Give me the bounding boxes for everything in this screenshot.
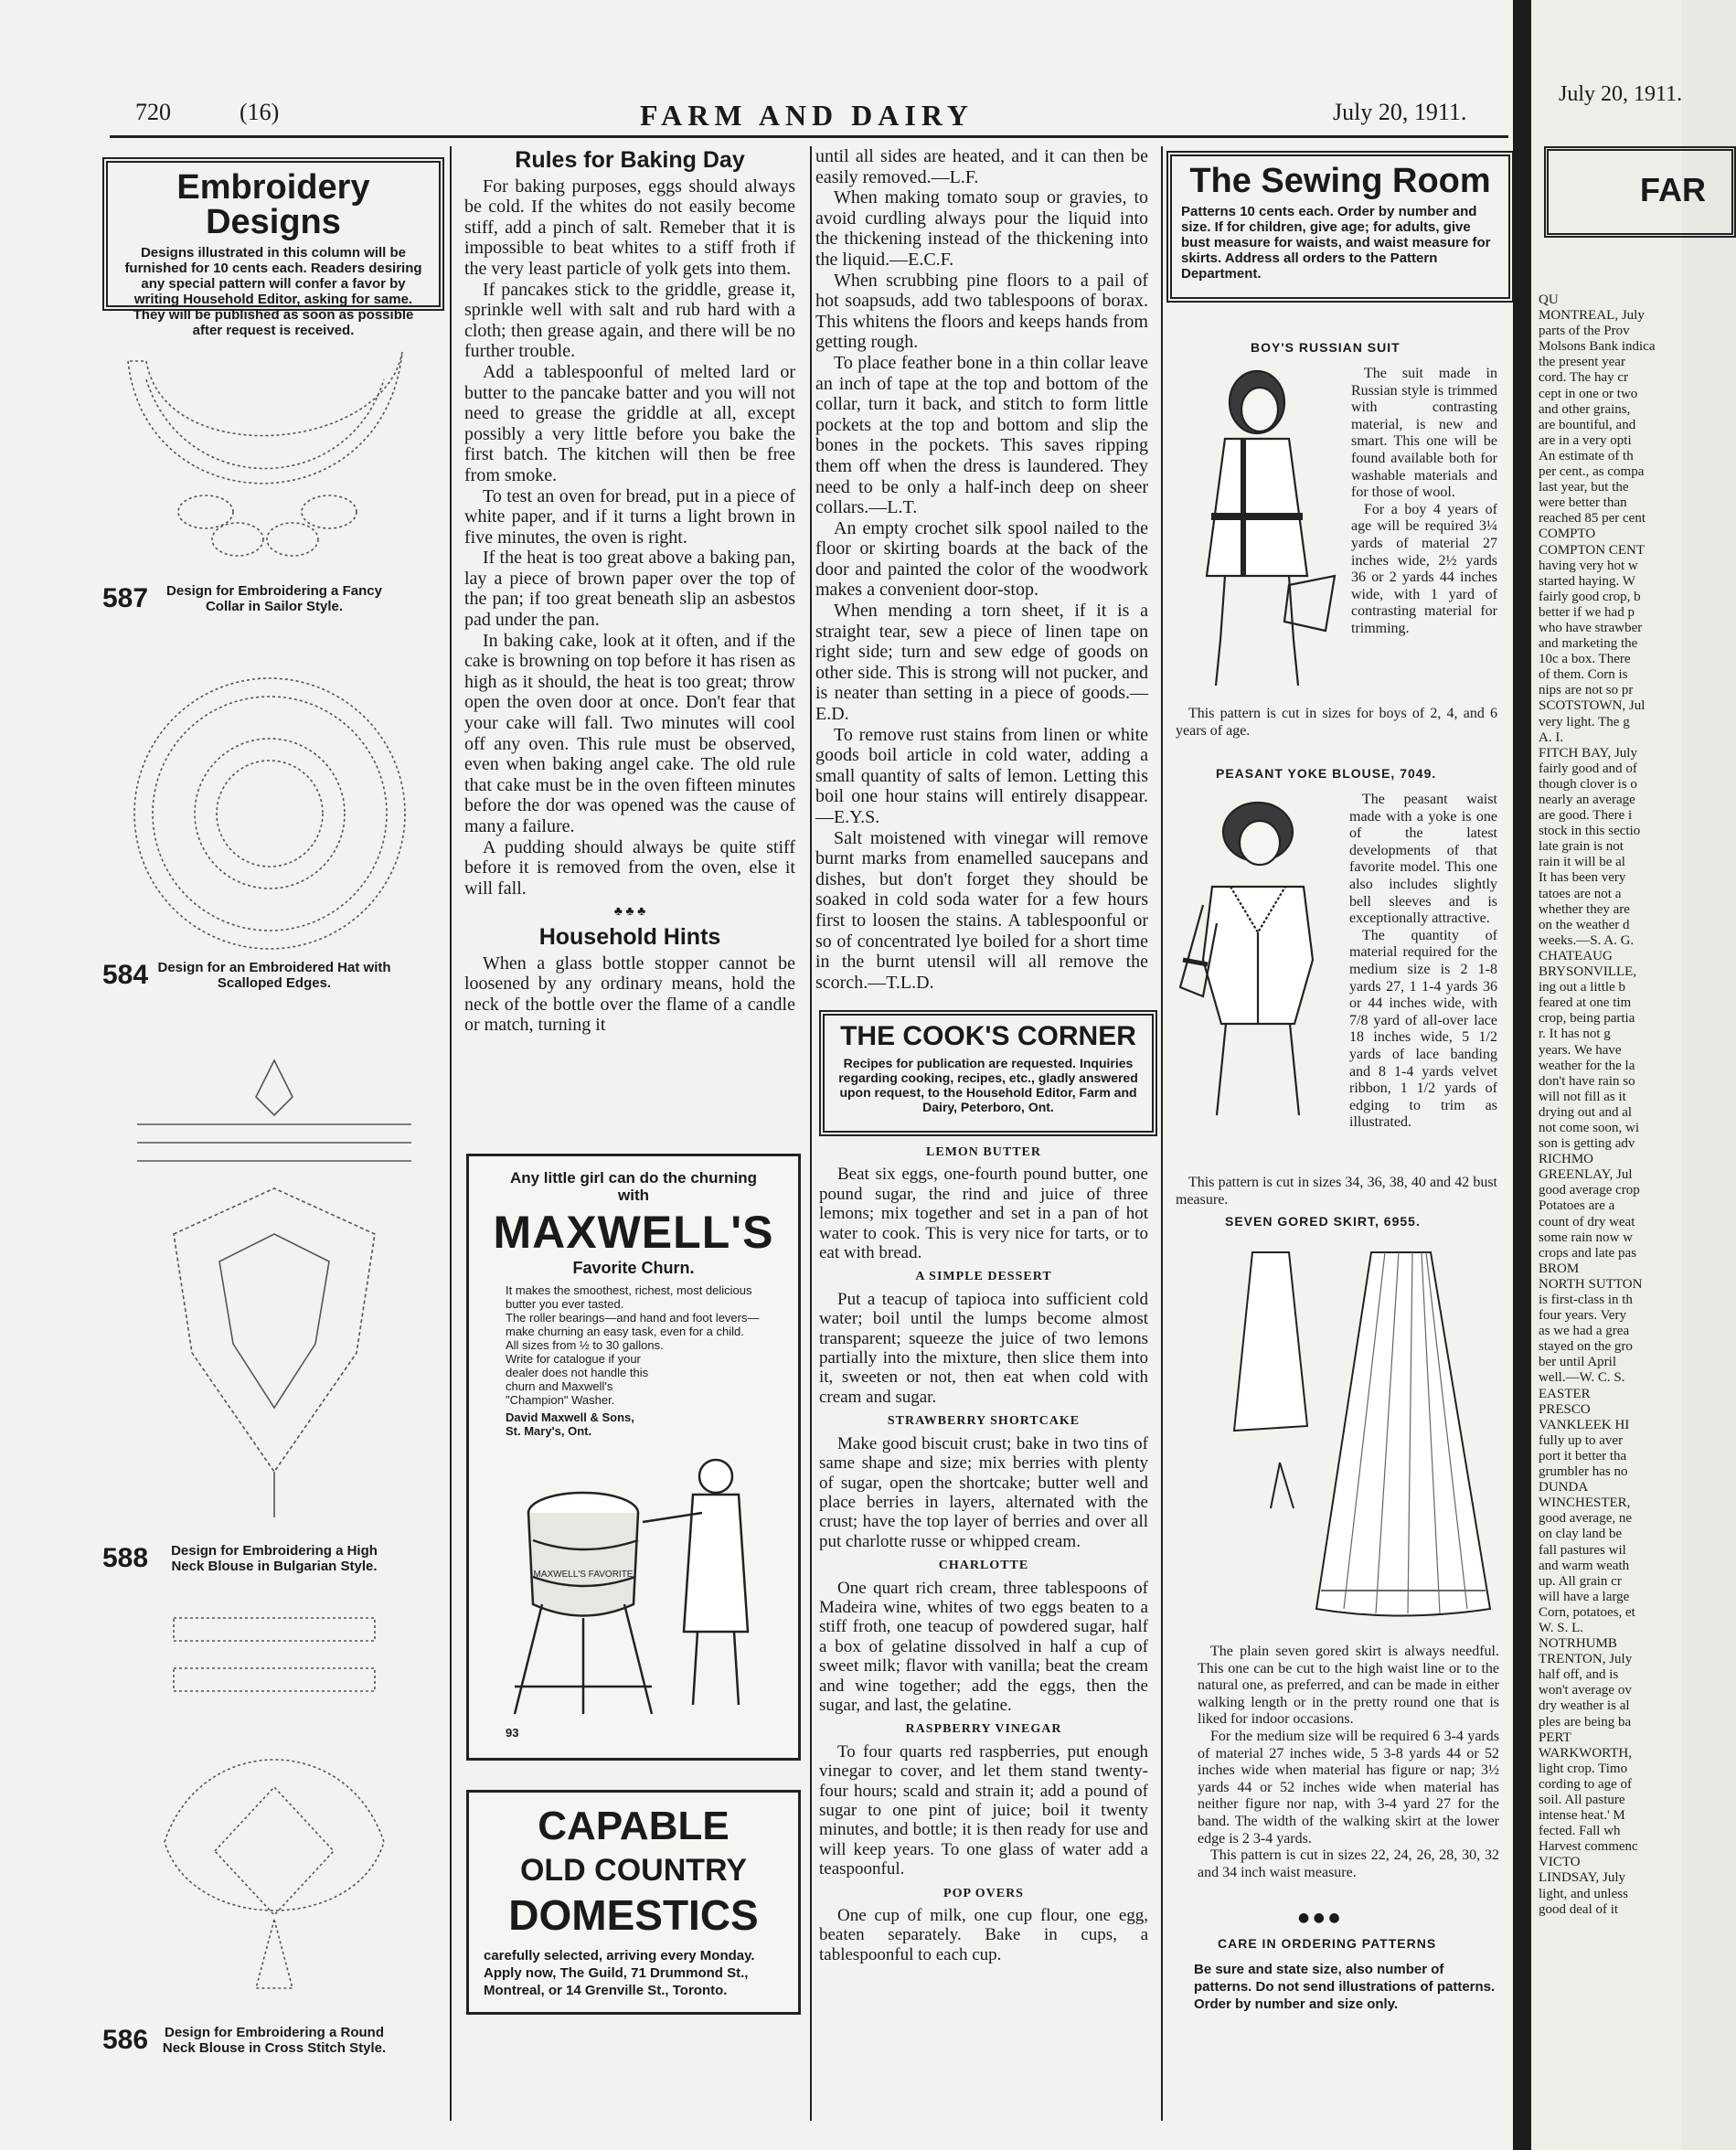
gored-skirt-illustration: [1225, 1243, 1499, 1627]
baking-paragraph: Add a tablespoonful of melted lard or butter to the pancake batter and you will not need to grease the griddle at all, except possibly a very little before you bake the first batch. The kitchen will then be free from smoke.: [464, 361, 795, 485]
facing-text-line: FITCH BAY, July: [1539, 745, 1637, 761]
facing-text-line: Harvest commenc: [1539, 1839, 1638, 1855]
pattern-paragraph: This pattern is cut in sizes 22, 24, 26, 28, 30, 32 and 34 inch waist measure.: [1198, 1847, 1499, 1880]
skirt-description: [1198, 1644, 1499, 1881]
facing-text-line: dry weather is al: [1539, 1698, 1630, 1714]
facing-text-line: tatoes are not a: [1539, 886, 1622, 901]
masthead-title: FARM AND DAIRY: [640, 99, 974, 132]
hints-paragraph: To place feather bone in a thin collar leave an inch of tape at the top and bottom of the collar, turn it back, and stitch to form little pockets at the top and bottom and slip the bones in the pockets. This saves ripping them off when the dress is laundered. They need to be only a half-inch deep on sheer collars.—L.T.: [815, 352, 1148, 518]
hints-paragraph: until all sides are heated, and it can then be easily removed.—L.F.: [815, 146, 1148, 187]
sewing-room-title: The Sewing Room: [1189, 162, 1491, 200]
facing-text-line: NOTRHUMB: [1539, 1636, 1617, 1652]
facing-text-line: and marketing the: [1539, 636, 1638, 652]
design-caption-588: [102, 1543, 450, 1589]
ad-headline: Any little girl can do the churning with: [509, 1169, 758, 1204]
facing-text-line: Molsons Bank indica: [1539, 339, 1656, 355]
facing-text-line: on clay land be: [1539, 1527, 1623, 1542]
facing-text-line: four years. Very: [1539, 1308, 1626, 1324]
facing-text-line: Potatoes are a: [1539, 1198, 1615, 1214]
recipe-title: A SIMPLE DESSERT: [915, 1270, 1052, 1284]
ad-line: It makes the smoothest, richest, most delicious butter you ever tasted.: [506, 1283, 752, 1311]
recipe-title: LEMON BUTTER: [926, 1145, 1041, 1159]
facing-text-line: Corn, potatoes, et: [1539, 1604, 1635, 1620]
design-number: 587: [102, 583, 149, 613]
ad-line: The roller bearings—and hand and foot levers—make churning an easy task, even for a child.: [506, 1311, 760, 1338]
facing-text-line: light, and unless: [1539, 1886, 1628, 1901]
cooks-corner-box: [819, 1010, 1157, 1136]
design-number: 584: [102, 960, 149, 990]
design-caption-584: [102, 960, 450, 1006]
facing-text-line: who have strawber: [1539, 620, 1643, 635]
facing-text-line: parts of the Prov: [1539, 324, 1630, 339]
facing-text-line: NORTH SUTTON: [1539, 1276, 1643, 1292]
facing-text-line: SCOTSTOWN, Jul: [1539, 698, 1645, 714]
facing-text-line: ing out a little b: [1539, 980, 1625, 995]
facing-text-line: better if we had p: [1539, 604, 1635, 620]
peasant-blouse-description: [1349, 792, 1497, 1132]
recipe-text: Beat six eggs, one-fourth pound butter, one pound sugar, the rind and juice of three lemons; mix together and set in a pan of hot water to cook. This is very nice for tarts, or to eat with bread.: [819, 1165, 1148, 1263]
facing-text-line: will have a large: [1539, 1589, 1630, 1604]
facing-text-line: don't have rain so: [1539, 1073, 1635, 1089]
facing-title: FAR: [1640, 171, 1706, 208]
facing-text-line: MONTREAL, July: [1539, 308, 1645, 324]
facing-text-line: crop, being partia: [1539, 1011, 1635, 1027]
facing-text-line: count of dry weat: [1539, 1214, 1635, 1229]
facing-text-line: up. All grain cr: [1539, 1573, 1622, 1589]
facing-text-line: fairly good crop, b: [1539, 589, 1641, 604]
facing-text-line: last year, but the: [1539, 480, 1629, 495]
facing-text-line: though clover is o: [1539, 776, 1637, 792]
design-caption: Design for an Embroidered Hat with Scalloped Edges.: [157, 960, 391, 991]
facing-text-line: and other grains,: [1539, 401, 1631, 417]
baking-paragraph: For baking purposes, eggs should always be cold. If the whites do not easily become stiff, add a pinch of salt. Remeber that it is impossible to beat whites to a stiff froth if the very least particle of yolk gets into them.: [464, 176, 795, 279]
recipe-title: RASPBERRY VINEGAR: [905, 1722, 1062, 1737]
facing-text-line: cept in one or two: [1539, 386, 1638, 401]
facing-text-line: PERT: [1539, 1730, 1571, 1745]
facing-text-line: grumbler has no: [1539, 1464, 1628, 1480]
hints-column: [815, 146, 1148, 993]
pattern-paragraph: The suit made in Russian style is trimmed with contrasting material, is new and smart. This one will be found available both for washable materials and for those of wool.: [1351, 366, 1497, 501]
care-text: Be sure and state size, also number of patterns. Do not send illustrations of patterns. Order by number and size only.: [1194, 1962, 1496, 2012]
facing-text-line: are bountiful, and: [1539, 417, 1636, 432]
facing-text-line: An estimate of th: [1539, 448, 1634, 463]
facing-text-line: nearly an average: [1539, 793, 1635, 807]
facing-text-line: were better than: [1539, 495, 1627, 511]
recipe-text: Make good biscuit crust; bake in two tins of same shape and size; mix berries with plenty of sugar, open the shortcake; butter well and place berries in layers, alternated with the crust; have the top layer of berries and over all put charlotte russe or whipped cream.: [819, 1433, 1148, 1551]
facing-text-line: started haying. W: [1539, 573, 1635, 589]
sewing-room-box: [1166, 151, 1514, 303]
baking-paragraph: If the heat is too great above a baking pan, lay a piece of brown paper over the top of the pan; if too great beneath slip an asbestos pad under the pan.: [464, 548, 795, 631]
design-caption-586: [102, 2025, 450, 2070]
facing-text-line: VICTO: [1539, 1855, 1581, 1870]
ad-details: [469, 1278, 798, 1438]
pattern-paragraph: The plain seven gored skirt is always needful. This one can be cut to the high waist line or to the natural one, as preferred, and can be made in either walking length or in the pretty round one that is liked for indoor occasions.: [1198, 1644, 1499, 1728]
facing-text-line: RICHMO: [1539, 1152, 1594, 1167]
hints-paragraph: An empty crochet silk spool nailed to the floor or skirting boards at the back of the door and painted the color of the woodwork makes a convenient door-stop.: [815, 517, 1148, 601]
baking-paragraph: A pudding should always be quite stiff before it is removed from the oven, else it will fall.: [464, 836, 795, 899]
facing-text-line: BRYSONVILLE,: [1539, 964, 1637, 980]
facing-text-line: good average, ne: [1539, 1511, 1633, 1527]
hints-paragraph: When making tomato soup or gravies, to avoid curdling always pour the liquid into the thickening instead of the thickening into the liquid.—E.C.F.: [815, 187, 1148, 270]
facing-text-line: per cent., as compa: [1539, 464, 1645, 480]
facing-text-line: half off, and is: [1539, 1667, 1619, 1683]
ad-product: Favorite Churn.: [572, 1259, 695, 1277]
facing-text-line: stayed on the gro: [1539, 1339, 1633, 1355]
recipe-title: STRAWBERRY SHORTCAKE: [887, 1414, 1081, 1429]
bulgarian-blouse-design-illustration: [119, 1051, 430, 1527]
facing-text-line: WARKWORTH,: [1539, 1745, 1633, 1761]
ad-line-1: CAPABLE: [538, 1804, 730, 1848]
facing-text-line: cording to age of: [1539, 1776, 1633, 1792]
recipe-text: To four quarts red raspberries, put enough vinegar to cover, and let them stand twenty-four hours; scald and strain it; add a pound of sugar to one pint of juice; boil it twenty minutes, and bottle; it is then ready for use and will keep years. To one glass of water add a teaspoonful.: [819, 1741, 1148, 1879]
issue-date: July 20, 1911.: [1333, 99, 1467, 125]
facing-text-line: are good. There i: [1539, 808, 1633, 824]
hat-design-illustration: [128, 672, 411, 955]
facing-text-line: DUNDA: [1539, 1480, 1589, 1495]
facing-column-text: [1539, 293, 1685, 1918]
facing-text-line: fairly good and of: [1539, 761, 1637, 776]
facing-text-line: as we had a grea: [1539, 1324, 1630, 1339]
ad-maker: David Maxwell & Sons, St. Mary's, Ont.: [506, 1410, 634, 1438]
facing-text-line: is first-class in th: [1539, 1293, 1633, 1307]
facing-text-line: VANKLEEK HI: [1539, 1417, 1630, 1432]
facing-text-line: intense heat.' M: [1539, 1808, 1625, 1824]
facing-text-line: It has been very: [1539, 870, 1626, 886]
ad-brand: MAXWELL'S: [493, 1207, 774, 1258]
design-caption: Design for Embroidering a Fancy Collar in Sailor Style.: [166, 583, 382, 614]
facing-text-line: won't average ov: [1539, 1683, 1632, 1698]
facing-text-line: feared at one tim: [1539, 995, 1632, 1011]
facing-text-line: TRENTON, July: [1539, 1652, 1633, 1667]
ad-line: Write for catalogue if your dealer does not handle this churn and Maxwell's "Champion" Washer.: [506, 1352, 649, 1407]
facing-page-fragment: [1531, 0, 1706, 2150]
section-ornament: ♣ ♣ ♣: [613, 905, 646, 920]
facing-text-line: of them. Corn is: [1539, 667, 1628, 683]
facing-text-line: light crop. Timo: [1539, 1761, 1628, 1776]
facing-text-line: very light. The g: [1539, 714, 1630, 729]
facing-text-line: some rain now w: [1539, 1229, 1633, 1245]
facing-text-line: drying out and al: [1539, 1104, 1633, 1120]
pattern-paragraph: For a boy 4 years of age will be required 3¼ yards of material 27 inches wide, 2½ yards 36 or 2 yards 44 inches wide, with 1 yard of contrasting material for trimming.: [1351, 501, 1497, 636]
column-rule: [450, 146, 452, 2121]
section-number: (16): [240, 99, 280, 125]
pattern-paragraph: This pattern is cut in sizes 34, 36, 38, 40 and 42 bust measure.: [1176, 1175, 1497, 1208]
recipe-title: POP OVERS: [943, 1886, 1024, 1900]
domestics-ad: [466, 1790, 801, 2015]
facing-text-line: CHATEAUG: [1539, 948, 1613, 963]
embroidery-title: Embroidery Designs: [176, 168, 370, 241]
hints-paragraph: When scrubbing pine floors to a pail of hot soapsuds, add two tablespoons of borax. This whitens the floors and keeps hands from getting rough.: [815, 270, 1148, 353]
column-rule: [1161, 146, 1163, 2121]
design-number: 586: [102, 2025, 149, 2055]
ad-line-2: OLD COUNTRY: [519, 1853, 748, 1888]
page-number: 720: [135, 99, 171, 125]
churn-and-girl-illustration: [506, 1458, 780, 1732]
baking-paragraph: In baking cake, look at it often, and if the cake is browning on top before it has risen as high as it should, the heat is too great; throw open the oven door at once. Don't fear that your cake will fall. Two minutes will cool off any oven. This rule must be observed, even when baking angel cake. The old rule that cake must be in the oven fifteen minutes before the dor was opened was the cause of many a failure.: [464, 630, 795, 836]
barrel-label: MAXWELL'S FAVORITE: [533, 1570, 634, 1580]
recipe-title: CHARLOTTE: [938, 1559, 1029, 1573]
facing-text-line: will not fill as it: [1539, 1089, 1626, 1104]
facing-text-line: weeks.—S. A. G.: [1539, 932, 1635, 948]
facing-text-line: stock in this sectio: [1539, 824, 1641, 839]
baking-paragraph: If pancakes stick to the griddle, grease it, sprinkle well with salt and rub hard with a cloth; then grease again, and there will be no further trouble.: [464, 279, 795, 362]
peasant-blouse-title: PEASANT YOKE BLOUSE, 7049.: [1216, 766, 1437, 781]
facing-text-line: LINDSAY, July: [1539, 1870, 1626, 1886]
facing-text-line: cord. The hay cr: [1539, 370, 1629, 386]
pattern-paragraph: The peasant waist made with a yoke is one of the latest developments of that favorite model. This one also includes slightly bell sleeves and is exceptionally attractive.: [1349, 792, 1497, 927]
cooks-corner-title: THE COOK'S CORNER: [840, 1021, 1136, 1051]
facing-text-line: whether they are: [1539, 901, 1630, 917]
facing-text-line: r. It has not g: [1539, 1027, 1611, 1042]
baking-paragraph: To test an oven for bread, put in a piece of white paper, and if it turns a light brown in five minutes, the oven is right.: [464, 485, 795, 548]
peasant-blouse-illustration: [1176, 795, 1340, 1124]
facing-text-line: reached 85 per cent: [1539, 511, 1646, 527]
facing-text-line: are in a very opti: [1539, 432, 1632, 448]
cooks-corner-notice: Recipes for publication are requested. Inquiries regarding cooking, recipes, etc., gladly answered upon request, to the Household Editor, Farm and Dairy, Peterboro, Ont.: [838, 1056, 1138, 1114]
facing-text-line: rain it will be al: [1539, 855, 1625, 870]
cross-stitch-blouse-design-illustration: [128, 1604, 421, 2016]
facing-text-line: GREENLAY, Jul: [1539, 1167, 1633, 1183]
ad-line-3: DOMESTICS: [508, 1891, 759, 1939]
facing-text-line: 10c a box. There: [1539, 652, 1631, 667]
pattern-paragraph: The quantity of material required for the medium size is 2 1-8 yards 27, 1 1-4 yards 36 or 44 inches wide, with 7/8 yard of all-over lace 18 inches wide, 5 1/2 yards of lace banding and 8 1-4 yards velvet ribbon, 1 1/2 yards of edging to trim as illustrated.: [1349, 927, 1497, 1131]
facing-text-line: good average crop: [1539, 1183, 1640, 1198]
header-rule: [110, 135, 1508, 138]
hints-title: Household Hints: [538, 923, 721, 950]
facing-text-line: PRESCO: [1539, 1401, 1591, 1417]
facing-title-box: [1544, 146, 1736, 238]
facing-text-line: fully up to aver: [1539, 1432, 1624, 1448]
pattern-paragraph: For the medium size will be required 6 3-4 yards of material 27 inches wide, 5 3-8 yards 44 or 52 inches wide when material has figure or nap; 3½ yards 44 or 52 inches wide when material has neither figure nor nap, with 3-4 yard 27 for the band. The width of the walking skirt at the lower edge is 2 3-4 yards.: [1198, 1728, 1499, 1847]
hints-lead: When a glass bottle stopper cannot be loosened by any ordinary means, hold the neck of the bottle over the flame of a candle or match, turning it: [464, 953, 795, 1036]
hints-paragraph: When mending a torn sheet, if it is a straight tear, sew a piece of linen tape on right side; turn and sew edge of goods on other side. This is strong will not pucker, and is neater than setting in a piece of goods.—E.D.: [815, 601, 1148, 725]
recipe-text: One cup of milk, one cup flour, one egg, beaten separately. Bake in cups, a tablespoonful to each cup.: [819, 1906, 1148, 1964]
facing-text-line: and warm weath: [1539, 1558, 1630, 1573]
facing-text-line: WINCHESTER,: [1539, 1495, 1631, 1511]
facing-text-line: on the weather d: [1539, 917, 1630, 932]
embroidery-box: [102, 157, 444, 338]
ad-number: 93: [506, 1726, 519, 1740]
facing-text-line: nips are not so pr: [1539, 683, 1634, 698]
facing-text-line: port it better tha: [1539, 1448, 1627, 1463]
facing-text-line: well.—W. C. S.: [1539, 1370, 1625, 1386]
page-gutter: [1513, 0, 1531, 2150]
russian-suit-sizes: [1176, 706, 1497, 740]
facing-text-line: COMPTO: [1539, 527, 1596, 542]
design-caption: Design for Embroidering a Round Neck Blouse in Cross Stitch Style.: [162, 2025, 387, 2056]
ad-line: All sizes from ½ to 30 gallons.: [506, 1338, 664, 1352]
collar-design-illustration: [110, 343, 421, 576]
ad-body: carefully selected, arriving every Monday. Apply now, The Guild, 71 Drummond St., Montreal, or 14 Grenville St., Toronto.: [484, 1948, 755, 1998]
facing-text-line: good deal of it: [1539, 1901, 1619, 1917]
facing-text-line: fected. Fall wh: [1539, 1824, 1621, 1839]
sewing-room-notice: Patterns 10 cents each. Order by number and size. If for children, give age; for adults, give bust measure for waists, and waist measure for skirts. Address all orders to the Pattern Department.: [1181, 204, 1491, 282]
care-title: CARE IN ORDERING PATTERNS: [1218, 1936, 1437, 1951]
skirt-title: SEVEN GORED SKIRT, 6955.: [1225, 1214, 1421, 1229]
design-caption: Design for Embroidering a High Neck Blouse in Bulgarian Style.: [171, 1543, 378, 1574]
recipes-column: [819, 1138, 1148, 1964]
design-caption-587: [102, 583, 450, 629]
design-number: 588: [102, 1543, 149, 1573]
column-rule: [810, 146, 812, 2121]
baking-title: Rules for Baking Day: [515, 147, 745, 173]
facing-text-line: weather for the la: [1539, 1058, 1635, 1073]
peasant-blouse-sizes: [1176, 1175, 1497, 1208]
facing-text-line: A. I.: [1539, 729, 1564, 745]
section-ornament: ● ● ●: [1298, 1911, 1340, 1925]
facing-text-line: crops and late pas: [1539, 1245, 1637, 1261]
recipe-text: Put a teacup of tapioca into sufficient cold water; boil until the lumps become almost transparent; squeeze the juice of two lemons partially into the mixture, then slice them into it, sweeten or not, then eat when cold with cream and sugar.: [819, 1289, 1148, 1407]
facing-text-line: BROM: [1539, 1261, 1580, 1276]
facing-date: July 20, 1911.: [1559, 82, 1683, 106]
maxwell-churn-ad: [466, 1154, 801, 1761]
pattern-paragraph: This pattern is cut in sizes for boys of 2, 4, and 6 years of age.: [1176, 706, 1497, 739]
embroidery-notice: Designs illustrated in this column will be furnished for 10 cents each. Readers desiring any special pattern will confer a favor by writing Household Editor, asking for same. They will be published as soon as possible after request is received.: [124, 245, 422, 338]
facing-text-line: soil. All pasture: [1539, 1793, 1625, 1807]
baking-column: [464, 146, 795, 1036]
facing-text-line: EASTER: [1539, 1386, 1591, 1401]
facing-text-line: having very hot w: [1539, 558, 1638, 573]
russian-suit-illustration: [1179, 366, 1344, 704]
facing-text-line: son is getting adv: [1539, 1136, 1635, 1152]
facing-text-line: ples are being ba: [1539, 1714, 1632, 1730]
russian-suit-title: BOY'S RUSSIAN SUIT: [1251, 340, 1401, 355]
facing-text-line: COMPTON CENT: [1539, 542, 1645, 558]
facing-text-line: late grain is not: [1539, 839, 1624, 855]
facing-text-line: fall pastures wil: [1539, 1542, 1626, 1558]
russian-suit-description: [1351, 366, 1497, 638]
facing-text-line: ber until April: [1539, 1355, 1616, 1370]
facing-text-line: years. We have: [1539, 1042, 1622, 1058]
facing-text-line: the present year: [1539, 355, 1625, 370]
facing-text-line: not come soon, wi: [1539, 1120, 1639, 1135]
hints-paragraph: Salt moistened with vinegar will remove burnt marks from enamelled saucepans and dishes, but don't forget they should be soaked in cold soda water for a few hours first to loosen the stains. A tablespoonful or so of concentrated lye boiled for a short time in the burnt utensil will all remove the scorch.—T.L.D.: [815, 827, 1148, 993]
hints-paragraph: To remove rust stains from linen or white goods boil article in cold water, adding a small quantity of salts of lemon. Letting this boil one hour stains will entirely disappear.—E.Y.S.: [815, 724, 1148, 827]
recipe-text: One quart rich cream, three tablespoons of Madeira wine, whites of two eggs beaten to a stiff froth, one teacup of powdered sugar, half a box of gelatine dissolved in half a cup of sweet milk; flavor with vanilla; beat the cream and wine together; add the eggs, then the sugar, and last, the gelatine.: [819, 1578, 1148, 1715]
facing-text-line: W. S. L.: [1539, 1620, 1584, 1635]
facing-text-line: QU: [1539, 293, 1559, 307]
